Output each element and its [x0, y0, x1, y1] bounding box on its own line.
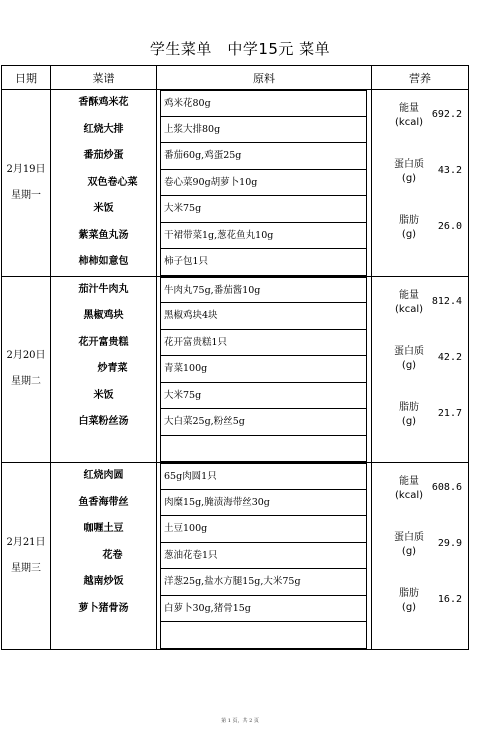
ingredient-row [157, 516, 371, 543]
nutrition-energy [372, 277, 468, 333]
day-cell [2, 463, 51, 650]
ingredient-row [157, 330, 371, 357]
day-weekday: 星期二 [11, 376, 41, 388]
dish-name: 番茄炒蛋 [83, 150, 124, 161]
header-nutrition: 营养 [372, 66, 469, 90]
nutrition-value: 26.0 [437, 221, 462, 232]
ingredient-text: 大米75g [160, 196, 367, 223]
dish-name: 香酥鸡米花 [78, 97, 129, 108]
dish-name: 双色卷心菜 [87, 176, 138, 188]
ingredient-text: 牛肉丸75g,番茄酱10g [160, 277, 367, 304]
ingredient-text: 黑椒鸡块4块 [160, 303, 367, 330]
ingredient-row [157, 622, 371, 649]
ingredient-row [157, 143, 371, 170]
dish-name: 萝卜猪骨汤 [78, 602, 129, 614]
nutrition-name: 蛋白质 [394, 532, 424, 543]
ingredient-text: 葱油花卷1只 [160, 543, 367, 570]
nutrition-unit: (kcal) [395, 490, 423, 501]
nutrition-cell [372, 276, 469, 463]
ingredient-text: 卷心菜90g胡萝卜10g [160, 170, 367, 197]
ingredient-text: 花开富贵糕1只 [160, 330, 367, 357]
nutrition-unit: (kcal) [395, 303, 423, 315]
ingredient-list [157, 276, 372, 463]
ingredient-row [157, 303, 371, 330]
nutrition-value: 29.9 [437, 538, 462, 549]
dish-name: 米饭 [93, 203, 114, 214]
dish-name [51, 622, 156, 649]
nutrition-unit: (g) [401, 546, 417, 557]
day-cell [2, 90, 51, 277]
nutrition-unit: (g) [401, 229, 417, 240]
ingredient-text: 柿子包1只 [160, 249, 367, 276]
day-date: 2月19日 [6, 163, 46, 175]
dish-name: 红烧肉圆 [83, 470, 124, 481]
dish-name [51, 436, 156, 463]
dish-list [51, 463, 157, 650]
nutrition-label [386, 531, 432, 559]
nutrition-protein [372, 146, 468, 202]
ingredient-text: 鸡米花80g [160, 90, 367, 117]
nutrition-fat [372, 202, 468, 258]
nutrition-name: 蛋白质 [394, 159, 424, 170]
nutrition-name: 脂肪 [399, 215, 419, 226]
menu-table [1, 65, 469, 650]
ingredient-text: 番茄60g,鸡蛋25g [160, 143, 367, 170]
nutrition-label [386, 345, 432, 373]
dish-name: 鱼香海带丝 [78, 496, 129, 508]
page-footer: 第 1 页，共 2 页 [221, 718, 259, 724]
dish-name: 黑椒鸡块 [83, 310, 124, 321]
dish-name: 白菜粉丝汤 [78, 416, 129, 427]
nutrition-protein [372, 333, 468, 389]
dish-name: 越南炒饭 [83, 576, 124, 587]
ingredient-text: 上浆大排80g [160, 117, 367, 144]
nutrition-label [386, 401, 432, 429]
ingredient-text: 白萝卜30g,猪骨15g [160, 596, 367, 623]
ingredient-row [157, 117, 371, 144]
nutrition-value: 21.7 [437, 407, 462, 419]
ingredient-row [157, 170, 371, 197]
nutrition-value: 16.2 [437, 594, 462, 605]
ingredient-text: 大米75g [160, 383, 367, 410]
nutrition-label [386, 214, 432, 242]
ingredient-row [157, 90, 371, 117]
ingredient-text: 洋葱25g,盐水方腿15g,大米75g [160, 569, 367, 596]
nutrition-unit: (g) [401, 359, 417, 371]
day-weekday: 星期三 [11, 562, 41, 574]
nutrition-unit: (kcal) [395, 117, 423, 128]
nutrition-energy [372, 463, 468, 519]
nutrition-value: 43.2 [437, 165, 462, 176]
ingredient-row [157, 543, 371, 570]
nutrition-unit: (g) [401, 415, 417, 427]
ingredient-row [157, 596, 371, 623]
ingredient-row [157, 356, 371, 383]
dish-name: 米饭 [93, 389, 114, 401]
dish-name: 紫菜鱼丸汤 [78, 229, 129, 241]
nutrition-name: 能量 [399, 103, 419, 114]
day-row [2, 276, 469, 463]
header-dishes: 菜谱 [51, 66, 157, 90]
nutrition-value: 42.2 [437, 351, 462, 363]
nutrition-label [386, 158, 432, 186]
ingredient-text: 土豆100g [160, 516, 367, 543]
nutrition-name: 脂肪 [399, 401, 419, 413]
ingredient-row [157, 223, 371, 250]
nutrition-value: 812.4 [431, 295, 462, 307]
table-header-row [2, 66, 469, 90]
header-date: 日期 [2, 66, 51, 90]
nutrition-value: 608.6 [431, 482, 462, 493]
nutrition-cell [372, 463, 469, 650]
ingredient-row [157, 569, 371, 596]
ingredient-text: 65g肉圆1只 [160, 463, 367, 490]
nutrition-fat [372, 575, 468, 631]
nutrition-label [386, 587, 432, 615]
nutrition-fat [372, 389, 468, 445]
nutrition-name: 脂肪 [399, 588, 419, 599]
header-ingredients: 原料 [157, 66, 372, 90]
day-date: 2月21日 [6, 536, 46, 548]
day-weekday: 星期一 [11, 189, 41, 201]
dish-list [51, 90, 157, 277]
ingredient-row [157, 490, 371, 517]
ingredient-row [157, 463, 371, 490]
nutrition-value: 692.2 [431, 109, 462, 120]
nutrition-unit: (g) [401, 602, 417, 613]
ingredient-row [157, 196, 371, 223]
dish-name: 茄汁牛肉丸 [78, 283, 129, 295]
nutrition-cell [372, 90, 469, 277]
nutrition-label [386, 102, 432, 130]
ingredient-text [160, 436, 367, 463]
nutrition-name: 蛋白质 [394, 345, 424, 357]
ingredient-list [157, 463, 372, 650]
nutrition-name: 能量 [399, 289, 419, 301]
page-title: 学生菜单 中学15元 菜单 [149, 40, 331, 58]
dish-list [51, 276, 157, 463]
day-date: 2月20日 [6, 350, 46, 362]
ingredient-text: 大白菜25g,粉丝5g [160, 409, 367, 436]
ingredient-list [157, 90, 372, 277]
ingredient-text: 肉糜15g,腌渍海带丝30g [160, 490, 367, 517]
nutrition-unit: (g) [401, 173, 417, 184]
nutrition-label [386, 475, 432, 503]
ingredient-row [157, 383, 371, 410]
day-cell [2, 276, 51, 463]
dish-name: 红烧大排 [83, 123, 124, 135]
ingredient-text: 青菜100g [160, 356, 367, 383]
ingredient-row [157, 277, 371, 304]
ingredient-text: 干裙带菜1g,葱花鱼丸10g [160, 223, 367, 250]
ingredient-row [157, 436, 371, 463]
dish-name: 花开富贵糕 [78, 336, 129, 348]
dish-name: 炒青菜 [97, 363, 128, 374]
day-row [2, 90, 469, 277]
nutrition-label [386, 289, 432, 317]
dish-name: 花卷 [102, 549, 123, 561]
dish-name: 柿柿如意包 [78, 256, 129, 267]
nutrition-name: 能量 [399, 476, 419, 487]
nutrition-protein [372, 519, 468, 575]
ingredient-text [160, 622, 367, 649]
day-row [2, 463, 469, 650]
ingredient-row [157, 249, 371, 276]
dish-name: 咖喱土豆 [83, 523, 124, 534]
nutrition-energy [372, 90, 468, 146]
ingredient-row [157, 409, 371, 436]
